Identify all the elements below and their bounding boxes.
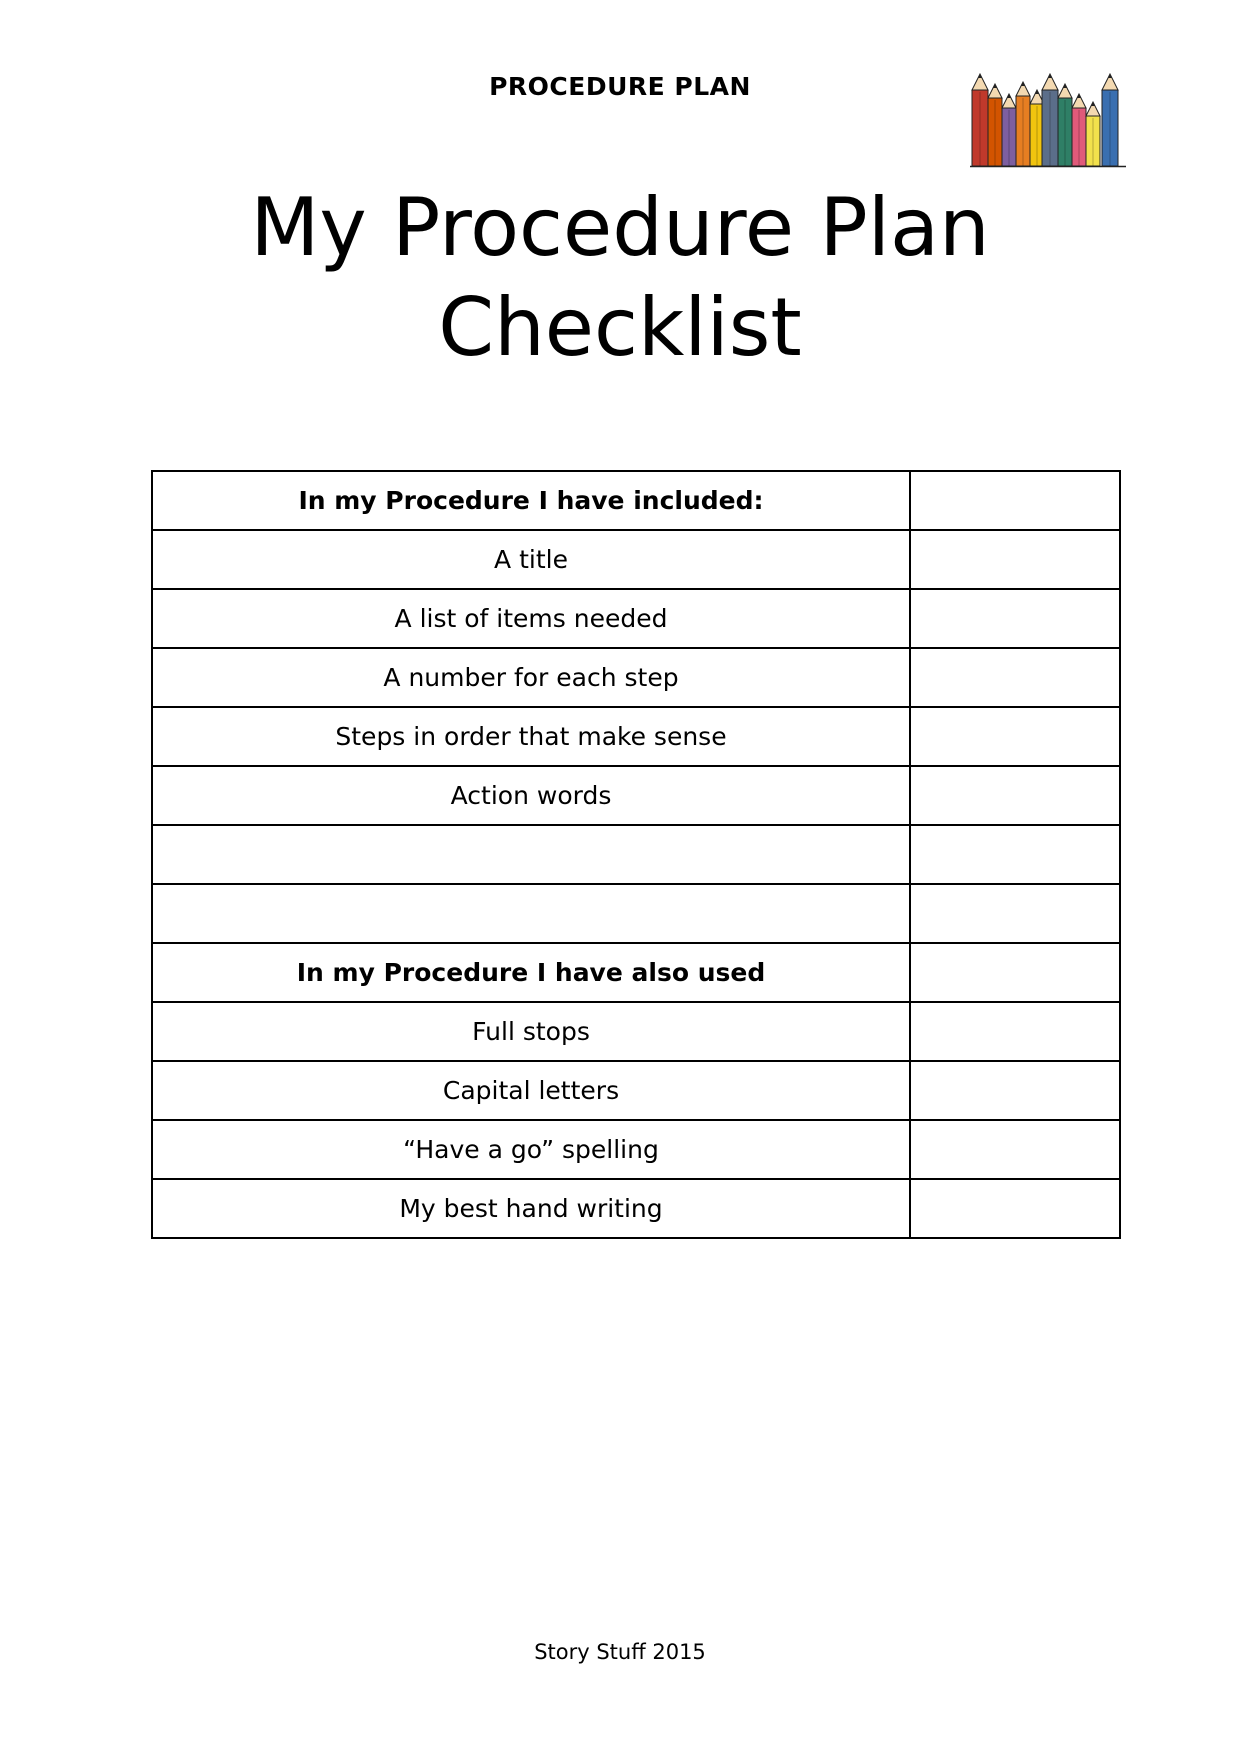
checklist-row bbox=[152, 589, 1120, 648]
checklist-tick-box[interactable] bbox=[910, 825, 1120, 884]
checklist-row bbox=[152, 825, 1120, 884]
checklist-item-label: “Have a go” spelling bbox=[152, 1120, 910, 1179]
checklist-tick-box[interactable] bbox=[910, 1002, 1120, 1061]
checklist-tick-box[interactable] bbox=[910, 1179, 1120, 1238]
checklist-tick-box[interactable] bbox=[910, 1120, 1120, 1179]
checklist-heading-row bbox=[152, 471, 1120, 530]
checklist-item-label bbox=[152, 825, 910, 884]
colored-pencils-icon bbox=[970, 72, 1126, 168]
checklist-row bbox=[152, 1120, 1120, 1179]
checklist-item-label: Steps in order that make sense bbox=[152, 707, 910, 766]
page-title bbox=[0, 178, 1240, 378]
checklist-row bbox=[152, 530, 1120, 589]
checklist-item-label: Capital letters bbox=[152, 1061, 910, 1120]
checklist-row bbox=[152, 884, 1120, 943]
checklist-table bbox=[151, 470, 1121, 1239]
checklist-tick-box[interactable] bbox=[910, 707, 1120, 766]
checklist-tick-box[interactable] bbox=[910, 884, 1120, 943]
checklist-tick-box[interactable] bbox=[910, 589, 1120, 648]
page-title-line-2: Checklist bbox=[438, 281, 802, 374]
checklist-row bbox=[152, 707, 1120, 766]
checklist-tick-box[interactable] bbox=[910, 648, 1120, 707]
checklist-row bbox=[152, 1061, 1120, 1120]
checklist-row bbox=[152, 1002, 1120, 1061]
footer-credit: Story Stuff 2015 bbox=[534, 1640, 706, 1664]
checklist-row bbox=[152, 1179, 1120, 1238]
checklist-item-label: A list of items needed bbox=[152, 589, 910, 648]
checklist-item-label: A number for each step bbox=[152, 648, 910, 707]
checklist-tick-box[interactable] bbox=[910, 471, 1120, 530]
checklist-item-label: My best hand writing bbox=[152, 1179, 910, 1238]
checklist-item-label: A title bbox=[152, 530, 910, 589]
checklist-tick-box[interactable] bbox=[910, 1061, 1120, 1120]
checklist-heading: In my Procedure I have included: bbox=[152, 471, 910, 530]
page-title-line-1: My Procedure Plan bbox=[250, 181, 990, 274]
checklist-heading-row bbox=[152, 943, 1120, 1002]
checklist-tick-box[interactable] bbox=[910, 766, 1120, 825]
checklist-row bbox=[152, 766, 1120, 825]
checklist-heading: In my Procedure I have also used bbox=[152, 943, 910, 1002]
checklist-tick-box[interactable] bbox=[910, 530, 1120, 589]
checklist-item-label bbox=[152, 884, 910, 943]
header-label: PROCEDURE PLAN bbox=[489, 72, 751, 101]
checklist-item-label: Full stops bbox=[152, 1002, 910, 1061]
checklist-tick-box[interactable] bbox=[910, 943, 1120, 1002]
checklist-item-label: Action words bbox=[152, 766, 910, 825]
checklist-row bbox=[152, 648, 1120, 707]
